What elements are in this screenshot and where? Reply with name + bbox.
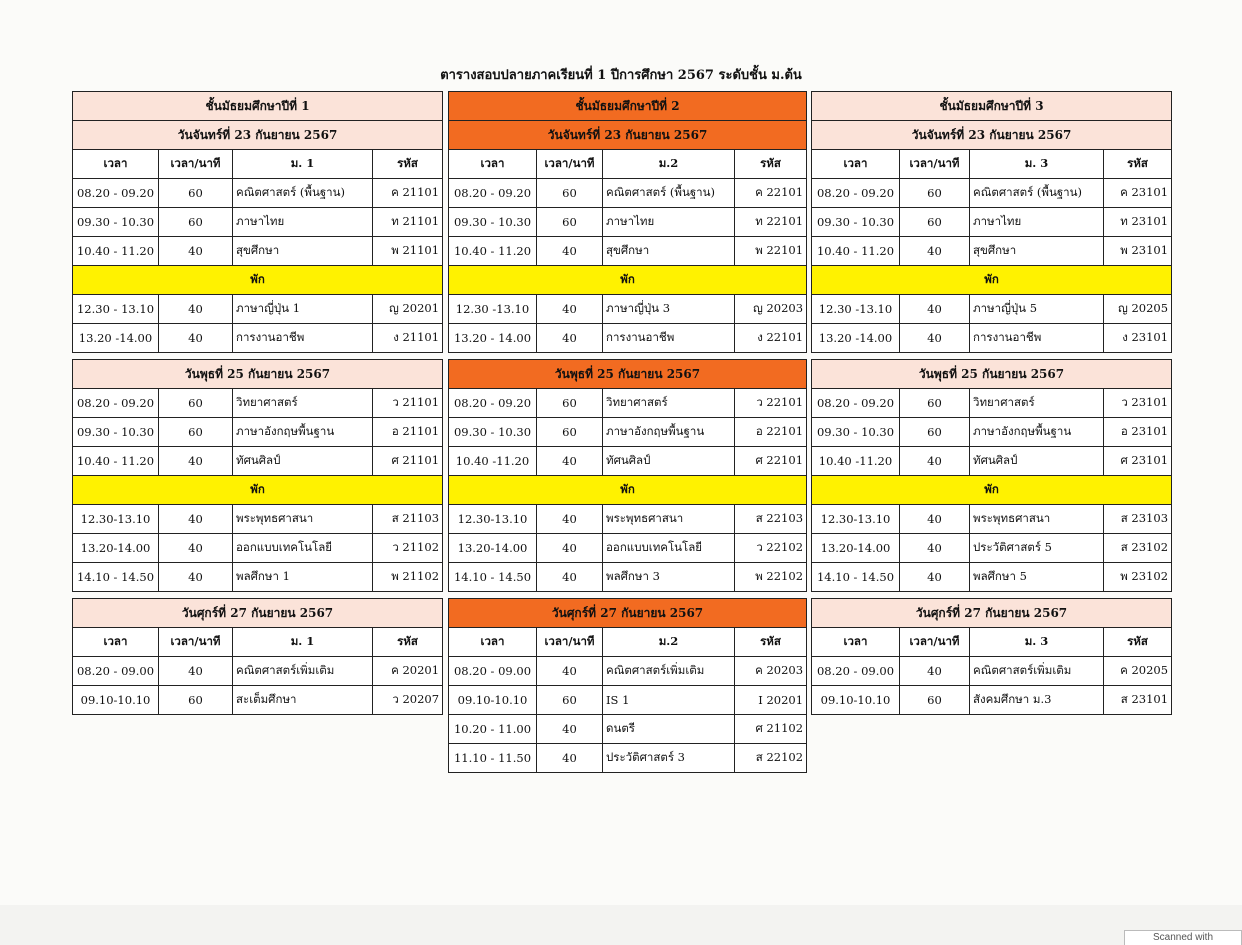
col-time: เวลา xyxy=(449,628,537,657)
exam-time: 10.40 - 11.20 xyxy=(449,237,537,266)
col-minutes: เวลา/นาที xyxy=(159,628,233,657)
grade-2-table xyxy=(448,91,807,353)
exam-subject: พลศึกษา 3 xyxy=(603,563,735,592)
exam-minutes: 40 xyxy=(159,295,233,324)
exam-time: 09.30 - 10.30 xyxy=(73,418,159,447)
exam-code: ศ 21101 xyxy=(373,447,443,476)
exam-minutes: 60 xyxy=(159,686,233,715)
exam-row xyxy=(449,715,807,744)
exam-code: ส 22103 xyxy=(735,505,807,534)
col-time: เวลา xyxy=(73,628,159,657)
exam-subject: ภาษาอังกฤษพื้นฐาน xyxy=(233,418,373,447)
exam-row xyxy=(449,208,807,237)
exam-code: ท 22101 xyxy=(735,208,807,237)
exam-minutes: 60 xyxy=(900,179,970,208)
exam-minutes: 40 xyxy=(900,295,970,324)
exam-subject: พลศึกษา 1 xyxy=(233,563,373,592)
break-row: พัก xyxy=(73,266,443,295)
exam-subject: ภาษาญี่ปุ่น 1 xyxy=(233,295,373,324)
exam-code: พ 22101 xyxy=(735,237,807,266)
exam-code: พ 23101 xyxy=(1104,237,1172,266)
col-class: ม. 1 xyxy=(233,628,373,657)
grade-2-wed-table xyxy=(448,359,807,592)
exam-subject: ภาษาญี่ปุ่น 5 xyxy=(970,295,1104,324)
exam-row xyxy=(812,295,1172,324)
exam-time: 09.10-10.10 xyxy=(449,686,537,715)
exam-time: 08.20 - 09.20 xyxy=(449,389,537,418)
exam-subject: วิทยาศาสตร์ xyxy=(603,389,735,418)
exam-time: 13.20-14.00 xyxy=(812,534,900,563)
break-row: พัก xyxy=(812,476,1172,505)
exam-row xyxy=(449,295,807,324)
exam-subject: ภาษาอังกฤษพื้นฐาน xyxy=(970,418,1104,447)
exam-code: อ 23101 xyxy=(1104,418,1172,447)
exam-code: ว 21102 xyxy=(373,534,443,563)
day-header-wed: วันพุธที่ 25 กันยายน 2567 xyxy=(812,360,1172,389)
col-class: ม. 3 xyxy=(970,628,1104,657)
exam-subject: IS 1 xyxy=(603,686,735,715)
day-header-mon: วันจันทร์ที่ 23 กันยายน 2567 xyxy=(73,121,443,150)
exam-row xyxy=(73,686,443,715)
break-row: พัก xyxy=(73,476,443,505)
exam-time: 10.20 - 11.00 xyxy=(449,715,537,744)
exam-code: ศ 23101 xyxy=(1104,447,1172,476)
exam-time: 09.30 - 10.30 xyxy=(449,418,537,447)
exam-code: ท 23101 xyxy=(1104,208,1172,237)
exam-time: 14.10 - 14.50 xyxy=(73,563,159,592)
exam-code: พ 21102 xyxy=(373,563,443,592)
exam-row xyxy=(812,686,1172,715)
exam-code: ศ 21102 xyxy=(735,715,807,744)
exam-row xyxy=(812,657,1172,686)
exam-time: 10.40 - 11.20 xyxy=(73,237,159,266)
exam-row xyxy=(812,563,1172,592)
exam-time: 14.10 - 14.50 xyxy=(449,563,537,592)
exam-subject: พระพุทธศาสนา xyxy=(233,505,373,534)
exam-code: ง 21101 xyxy=(373,324,443,353)
exam-subject: คณิตศาสตร์เพิ่มเติม xyxy=(233,657,373,686)
col-time: เวลา xyxy=(812,628,900,657)
exam-row xyxy=(812,237,1172,266)
exam-row xyxy=(73,295,443,324)
exam-time: 08.20 - 09.20 xyxy=(812,389,900,418)
col-code: รหัส xyxy=(735,150,807,179)
exam-minutes: 40 xyxy=(537,534,603,563)
exam-code: ง 22101 xyxy=(735,324,807,353)
exam-code: พ 23102 xyxy=(1104,563,1172,592)
exam-code: ค 22101 xyxy=(735,179,807,208)
exam-time: 08.20 - 09.00 xyxy=(449,657,537,686)
exam-subject: สังคมศึกษา ม.3 xyxy=(970,686,1104,715)
exam-time: 08.20 - 09.20 xyxy=(73,389,159,418)
exam-subject: คณิตศาสตร์ (พื้นฐาน) xyxy=(603,179,735,208)
exam-time: 12.30-13.10 xyxy=(73,505,159,534)
grade-3-table xyxy=(811,91,1172,353)
grade-3-wed-table xyxy=(811,359,1172,592)
exam-time: 12.30 -13.10 xyxy=(449,295,537,324)
exam-time: 11.10 - 11.50 xyxy=(449,744,537,773)
page-title: ตารางสอบปลายภาคเรียนที่ 1 ปีการศึกษา 2567 ระดับชั้น ม.ต้น xyxy=(440,68,802,83)
exam-minutes: 40 xyxy=(900,563,970,592)
exam-code: ว 21101 xyxy=(373,389,443,418)
exam-row xyxy=(73,208,443,237)
exam-minutes: 40 xyxy=(537,715,603,744)
exam-row xyxy=(73,418,443,447)
exam-code: ส 21103 xyxy=(373,505,443,534)
col-minutes: เวลา/นาที xyxy=(159,150,233,179)
exam-row xyxy=(812,324,1172,353)
grade-header: ชั้นมัธยมศึกษาปีที่ 1 xyxy=(73,92,443,121)
exam-time: 09.30 - 10.30 xyxy=(73,208,159,237)
exam-minutes: 60 xyxy=(159,208,233,237)
exam-row xyxy=(449,324,807,353)
exam-time: 09.10-10.10 xyxy=(812,686,900,715)
day-header-fri: วันศุกร์ที่ 27 กันยายน 2567 xyxy=(812,599,1172,628)
grade-header: ชั้นมัธยมศึกษาปีที่ 2 xyxy=(449,92,807,121)
exam-code: ค 21101 xyxy=(373,179,443,208)
exam-code: ส 23102 xyxy=(1104,534,1172,563)
exam-subject: คณิตศาสตร์ (พื้นฐาน) xyxy=(970,179,1104,208)
exam-code: ส 23101 xyxy=(1104,686,1172,715)
exam-code: ว 22102 xyxy=(735,534,807,563)
break-row: พัก xyxy=(812,266,1172,295)
exam-minutes: 60 xyxy=(537,686,603,715)
exam-minutes: 40 xyxy=(900,237,970,266)
exam-minutes: 40 xyxy=(159,657,233,686)
exam-row xyxy=(812,505,1172,534)
exam-minutes: 40 xyxy=(159,237,233,266)
exam-subject: ทัศนศิลป์ xyxy=(233,447,373,476)
exam-subject: พลศึกษา 5 xyxy=(970,563,1104,592)
col-minutes: เวลา/นาที xyxy=(537,628,603,657)
exam-time: 12.30 - 13.10 xyxy=(73,295,159,324)
exam-row xyxy=(812,389,1172,418)
exam-time: 09.30 - 10.30 xyxy=(812,208,900,237)
exam-minutes: 60 xyxy=(537,179,603,208)
exam-minutes: 60 xyxy=(900,389,970,418)
exam-time: 10.40 - 11.20 xyxy=(73,447,159,476)
exam-code: ว 20207 xyxy=(373,686,443,715)
exam-code: ว 23101 xyxy=(1104,389,1172,418)
col-class: ม.2 xyxy=(603,628,735,657)
exam-subject: ภาษาไทย xyxy=(970,208,1104,237)
exam-row xyxy=(812,418,1172,447)
exam-subject: พระพุทธศาสนา xyxy=(603,505,735,534)
exam-code: ญ 20203 xyxy=(735,295,807,324)
exam-row xyxy=(449,686,807,715)
exam-code: พ 21101 xyxy=(373,237,443,266)
exam-time: 08.20 - 09.20 xyxy=(812,179,900,208)
grade-1-schedule xyxy=(72,91,443,715)
exam-row xyxy=(449,657,807,686)
grade-3-fri-table xyxy=(811,598,1172,715)
exam-minutes: 60 xyxy=(900,418,970,447)
exam-code: ญ 20201 xyxy=(373,295,443,324)
exam-time: 13.20-14.00 xyxy=(73,534,159,563)
col-code: รหัส xyxy=(1104,150,1172,179)
exam-subject: คณิตศาสตร์เพิ่มเติม xyxy=(603,657,735,686)
exam-row xyxy=(812,447,1172,476)
exam-code: ท 21101 xyxy=(373,208,443,237)
col-code: รหัส xyxy=(735,628,807,657)
exam-minutes: 60 xyxy=(159,418,233,447)
exam-minutes: 40 xyxy=(537,447,603,476)
day-header-mon: วันจันทร์ที่ 23 กันยายน 2567 xyxy=(812,121,1172,150)
day-header-wed: วันพุธที่ 25 กันยายน 2567 xyxy=(73,360,443,389)
exam-subject: ภาษาไทย xyxy=(603,208,735,237)
exam-row xyxy=(73,505,443,534)
col-code: รหัส xyxy=(373,628,443,657)
exam-time: 09.30 - 10.30 xyxy=(812,418,900,447)
col-class: ม.2 xyxy=(603,150,735,179)
exam-code: I 20201 xyxy=(735,686,807,715)
exam-row xyxy=(449,389,807,418)
exam-subject: ภาษาไทย xyxy=(233,208,373,237)
exam-row xyxy=(73,563,443,592)
exam-row xyxy=(73,447,443,476)
exam-minutes: 40 xyxy=(159,534,233,563)
exam-code: อ 22101 xyxy=(735,418,807,447)
exam-minutes: 60 xyxy=(900,208,970,237)
exam-row xyxy=(73,657,443,686)
exam-code: ส 23103 xyxy=(1104,505,1172,534)
exam-code: ค 23101 xyxy=(1104,179,1172,208)
exam-minutes: 40 xyxy=(537,237,603,266)
exam-time: 13.20 - 14.00 xyxy=(449,324,537,353)
exam-minutes: 60 xyxy=(900,686,970,715)
exam-subject: สะเต็มศึกษา xyxy=(233,686,373,715)
exam-code: ค 20201 xyxy=(373,657,443,686)
exam-subject: พระพุทธศาสนา xyxy=(970,505,1104,534)
exam-row xyxy=(449,237,807,266)
exam-subject: ทัศนศิลป์ xyxy=(970,447,1104,476)
exam-minutes: 40 xyxy=(900,534,970,563)
exam-time: 12.30 -13.10 xyxy=(812,295,900,324)
exam-minutes: 60 xyxy=(159,389,233,418)
grade-header: ชั้นมัธยมศึกษาปีที่ 3 xyxy=(812,92,1172,121)
col-minutes: เวลา/นาที xyxy=(900,628,970,657)
exam-row xyxy=(449,534,807,563)
grade-3-schedule xyxy=(811,91,1172,715)
exam-subject: สุขศึกษา xyxy=(970,237,1104,266)
exam-row xyxy=(449,505,807,534)
exam-row xyxy=(449,563,807,592)
exam-subject: ดนตรี xyxy=(603,715,735,744)
grade-1-fri-table xyxy=(72,598,443,715)
exam-subject: ออกแบบเทคโนโลยี xyxy=(603,534,735,563)
exam-time: 12.30-13.10 xyxy=(449,505,537,534)
col-code: รหัส xyxy=(1104,628,1172,657)
exam-minutes: 40 xyxy=(159,447,233,476)
exam-minutes: 60 xyxy=(537,418,603,447)
exam-subject: การงานอาชีพ xyxy=(233,324,373,353)
exam-minutes: 40 xyxy=(537,295,603,324)
exam-time: 10.40 - 11.20 xyxy=(812,237,900,266)
exam-minutes: 60 xyxy=(537,208,603,237)
exam-subject: วิทยาศาสตร์ xyxy=(970,389,1104,418)
exam-time: 13.20 -14.00 xyxy=(812,324,900,353)
exam-minutes: 40 xyxy=(537,563,603,592)
exam-time: 13.20 -14.00 xyxy=(73,324,159,353)
col-time: เวลา xyxy=(812,150,900,179)
exam-code: ส 22102 xyxy=(735,744,807,773)
exam-row xyxy=(449,447,807,476)
exam-minutes: 40 xyxy=(159,505,233,534)
exam-subject: วิทยาศาสตร์ xyxy=(233,389,373,418)
exam-row xyxy=(449,179,807,208)
exam-code: ศ 22101 xyxy=(735,447,807,476)
grade-1-table xyxy=(72,91,443,353)
exam-code: ค 20205 xyxy=(1104,657,1172,686)
exam-subject: ประวัติศาสตร์ 3 xyxy=(603,744,735,773)
exam-row xyxy=(73,534,443,563)
break-row: พัก xyxy=(449,266,807,295)
exam-time: 08.20 - 09.20 xyxy=(73,179,159,208)
exam-time: 10.40 -11.20 xyxy=(812,447,900,476)
exam-code: ง 23101 xyxy=(1104,324,1172,353)
exam-subject: สุขศึกษา xyxy=(233,237,373,266)
exam-subject: ออกแบบเทคโนโลยี xyxy=(233,534,373,563)
exam-time: 08.20 - 09.00 xyxy=(73,657,159,686)
col-minutes: เวลา/นาที xyxy=(537,150,603,179)
exam-minutes: 40 xyxy=(537,744,603,773)
exam-time: 08.20 - 09.20 xyxy=(449,179,537,208)
exam-minutes: 40 xyxy=(537,324,603,353)
exam-minutes: 40 xyxy=(900,657,970,686)
grade-2-fri-table xyxy=(448,598,807,773)
exam-row xyxy=(812,208,1172,237)
exam-minutes: 40 xyxy=(900,505,970,534)
exam-minutes: 60 xyxy=(537,389,603,418)
exam-minutes: 60 xyxy=(159,179,233,208)
exam-row xyxy=(73,324,443,353)
break-row: พัก xyxy=(449,476,807,505)
exam-subject: สุขศึกษา xyxy=(603,237,735,266)
exam-code: พ 22102 xyxy=(735,563,807,592)
day-header-fri: วันศุกร์ที่ 27 กันยายน 2567 xyxy=(73,599,443,628)
grade-2-schedule xyxy=(448,91,807,773)
col-class: ม. 3 xyxy=(970,150,1104,179)
exam-minutes: 40 xyxy=(159,563,233,592)
exam-minutes: 40 xyxy=(159,324,233,353)
exam-row xyxy=(812,179,1172,208)
exam-minutes: 40 xyxy=(537,657,603,686)
exam-subject: คณิตศาสตร์เพิ่มเติม xyxy=(970,657,1104,686)
day-header-wed: วันพุธที่ 25 กันยายน 2567 xyxy=(449,360,807,389)
exam-subject: ภาษาญี่ปุ่น 3 xyxy=(603,295,735,324)
exam-row xyxy=(449,418,807,447)
exam-code: อ 21101 xyxy=(373,418,443,447)
exam-code: ว 22101 xyxy=(735,389,807,418)
exam-subject: ประวัติศาสตร์ 5 xyxy=(970,534,1104,563)
exam-time: 09.10-10.10 xyxy=(73,686,159,715)
exam-minutes: 40 xyxy=(900,324,970,353)
exam-time: 09.30 - 10.30 xyxy=(449,208,537,237)
col-code: รหัส xyxy=(373,150,443,179)
col-time: เวลา xyxy=(449,150,537,179)
exam-row xyxy=(73,389,443,418)
exam-row xyxy=(812,534,1172,563)
col-time: เวลา xyxy=(73,150,159,179)
col-class: ม. 1 xyxy=(233,150,373,179)
exam-code: ญ 20205 xyxy=(1104,295,1172,324)
exam-row xyxy=(73,237,443,266)
exam-subject: ภาษาอังกฤษพื้นฐาน xyxy=(603,418,735,447)
grade-1-wed-table xyxy=(72,359,443,592)
exam-row xyxy=(73,179,443,208)
day-header-mon: วันจันทร์ที่ 23 กันยายน 2567 xyxy=(449,121,807,150)
exam-subject: การงานอาชีพ xyxy=(970,324,1104,353)
exam-time: 14.10 - 14.50 xyxy=(812,563,900,592)
exam-row xyxy=(449,744,807,773)
col-minutes: เวลา/นาที xyxy=(900,150,970,179)
exam-subject: คณิตศาสตร์ (พื้นฐาน) xyxy=(233,179,373,208)
day-header-fri: วันศุกร์ที่ 27 กันยายน 2567 xyxy=(449,599,807,628)
exam-subject: การงานอาชีพ xyxy=(603,324,735,353)
exam-time: 10.40 -11.20 xyxy=(449,447,537,476)
exam-time: 13.20-14.00 xyxy=(449,534,537,563)
exam-time: 12.30-13.10 xyxy=(812,505,900,534)
exam-time: 08.20 - 09.00 xyxy=(812,657,900,686)
exam-minutes: 40 xyxy=(900,447,970,476)
exam-subject: ทัศนศิลป์ xyxy=(603,447,735,476)
exam-code: ค 20203 xyxy=(735,657,807,686)
exam-minutes: 40 xyxy=(537,505,603,534)
scan-badge: Scanned with xyxy=(1124,930,1242,945)
